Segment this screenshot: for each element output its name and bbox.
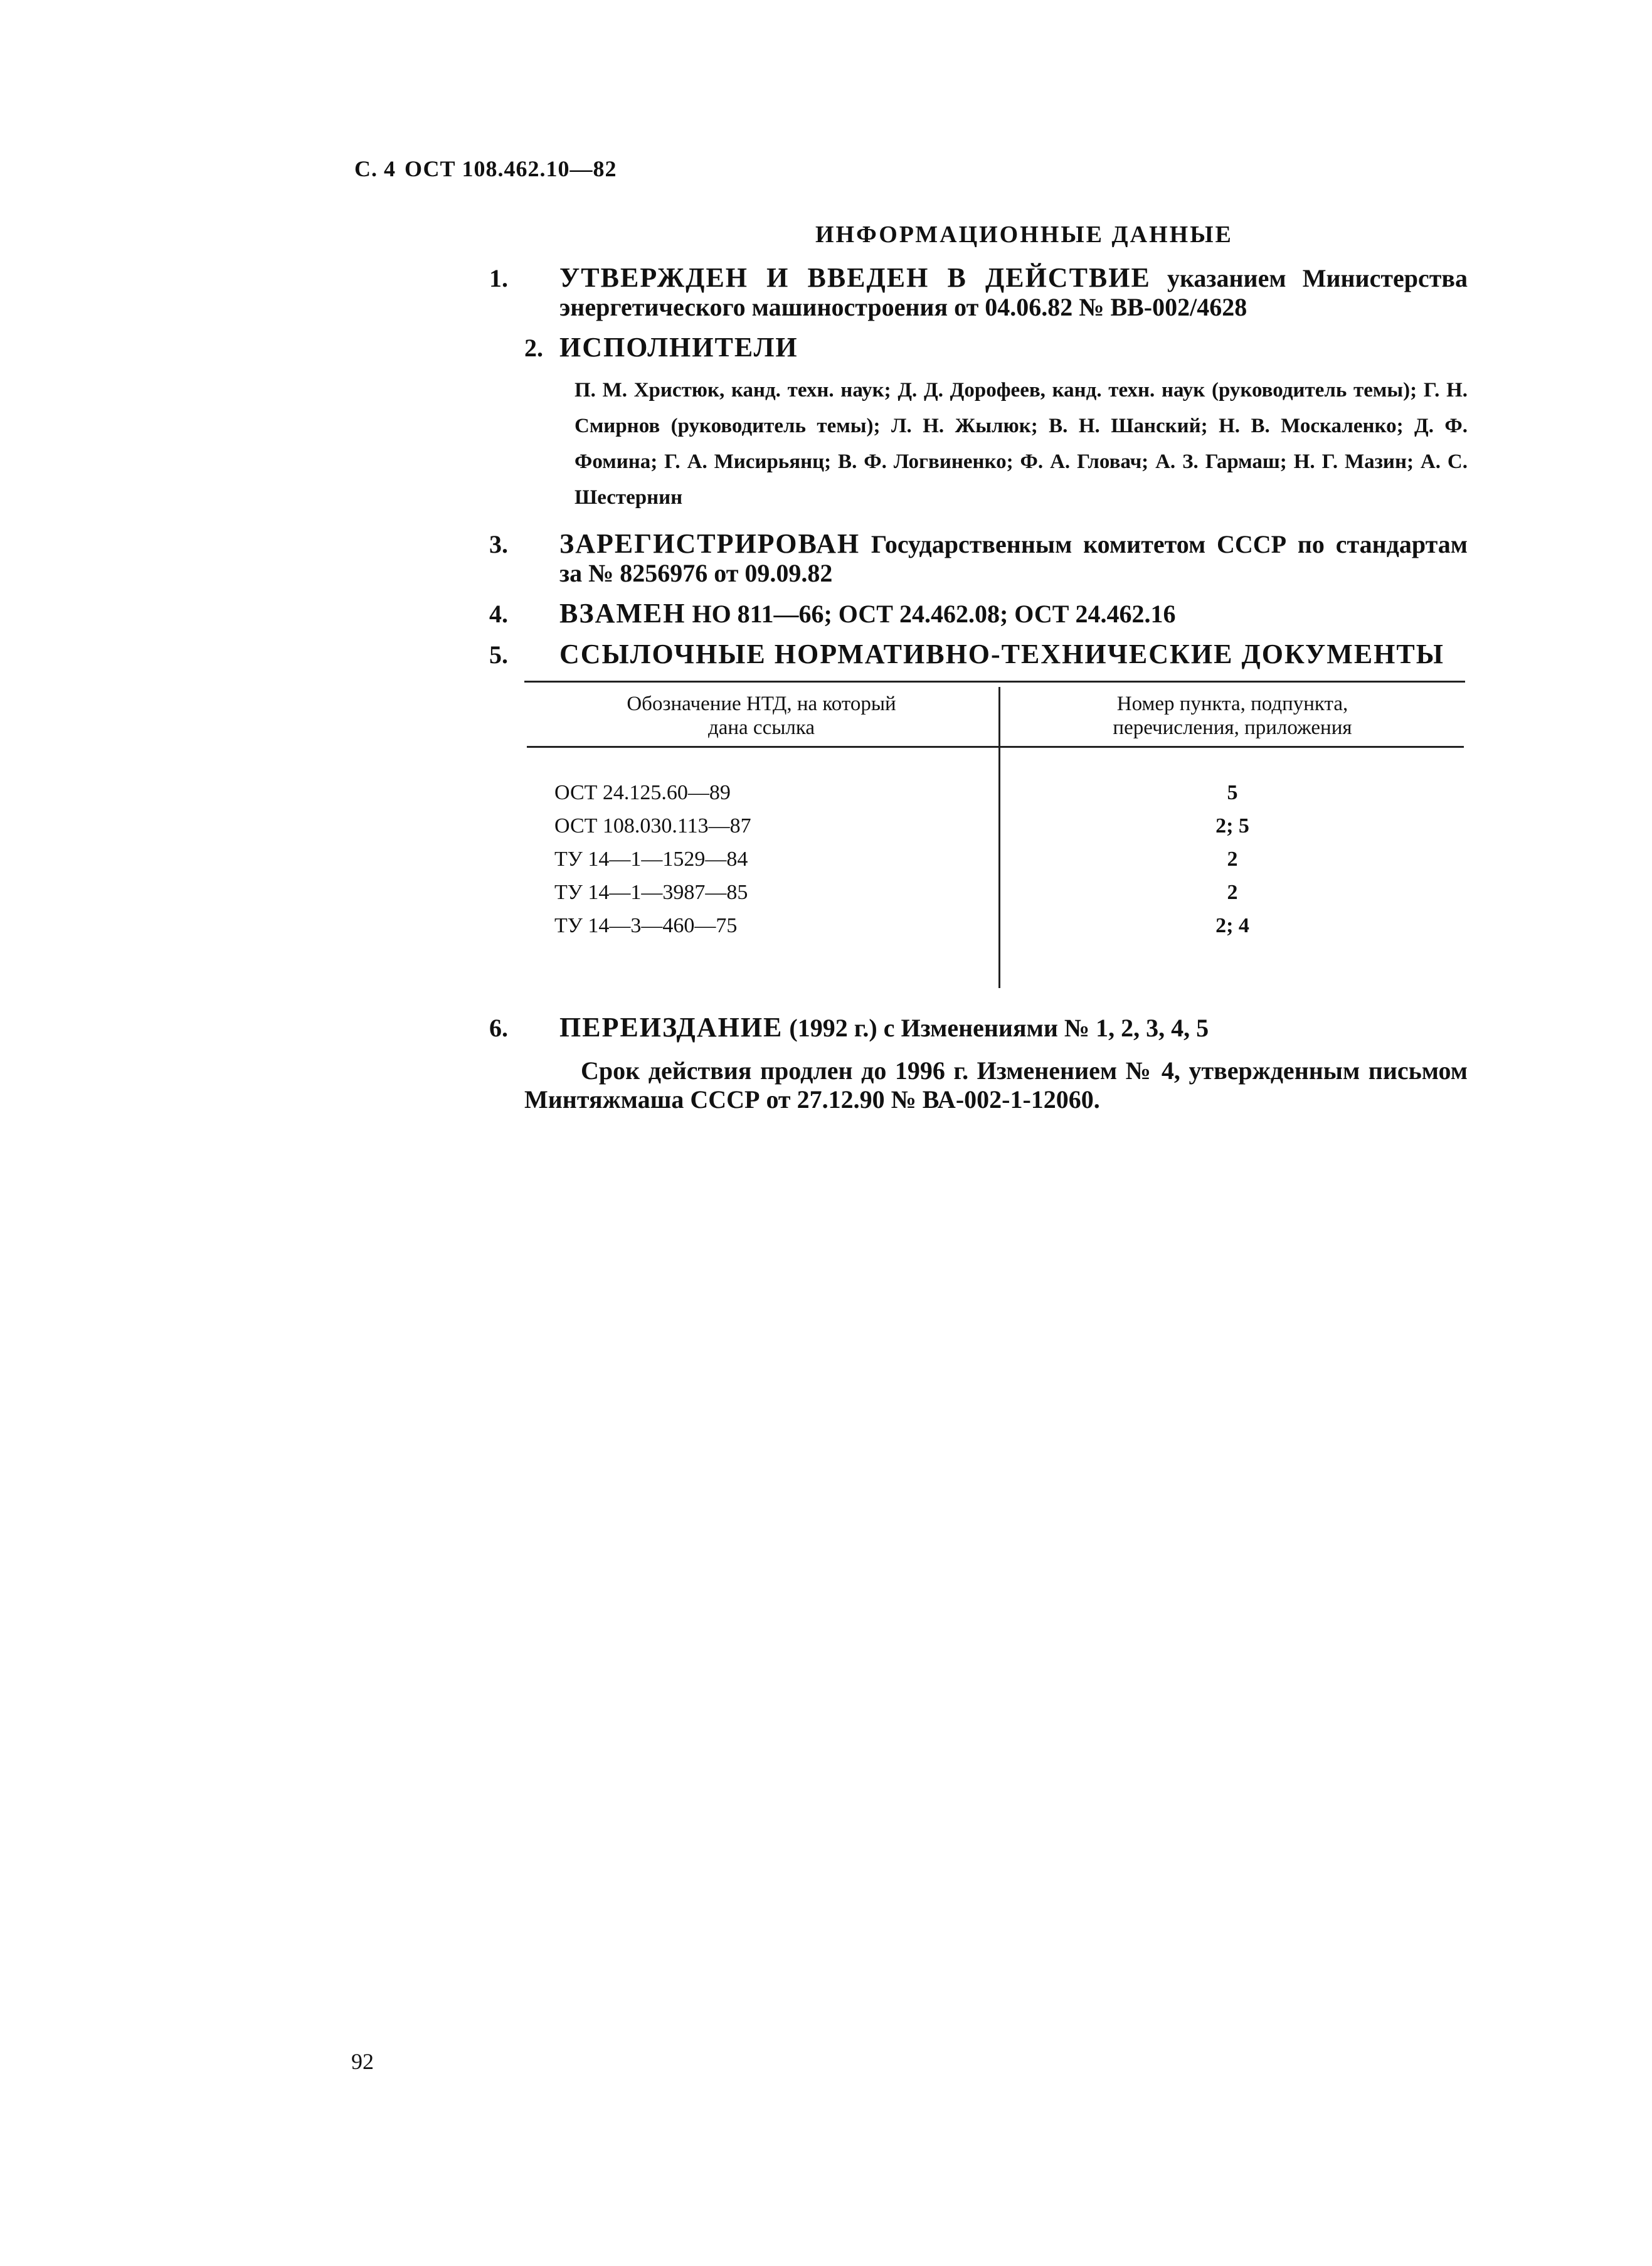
- header-line: Номер пункта, подпункта,: [1116, 693, 1348, 715]
- validity-paragraph: Срок действия продлен до 1996 г. Изменением № 4, утвержденным письмом Минтяжмаша СССР от 27.12.90 № ВА-002-1-12060.: [524, 1056, 1468, 1114]
- row-document: ТУ 14—3—460—75: [554, 914, 738, 937]
- page-label: С. 4: [354, 156, 396, 181]
- item-text: указанием Министерства энергетического машиностроения от 04.06.82 № ВВ-002/4628: [559, 264, 1468, 321]
- item-number: 5.: [489, 641, 508, 669]
- header-line: перечисления, приложения: [1113, 716, 1352, 739]
- item-number: 2.: [524, 334, 543, 362]
- item-reissue: [489, 1012, 1468, 1043]
- row-reference: 2; 5: [1215, 814, 1249, 838]
- table-row: [524, 814, 1465, 848]
- row-reference: 2: [1227, 848, 1238, 871]
- item-number: 6.: [489, 1014, 508, 1042]
- row-reference: 5: [1227, 781, 1238, 804]
- table-row: [524, 848, 1465, 881]
- row-document: ТУ 14—1—1529—84: [554, 848, 748, 871]
- item-references: [489, 639, 1468, 669]
- document-code: ОСТ 108.462.10—82: [405, 156, 617, 181]
- table-body: [524, 781, 1465, 947]
- item-executors: [524, 333, 1468, 516]
- item-number: 3.: [489, 530, 508, 558]
- item-replaced: [489, 598, 1468, 629]
- item-heading: УТВЕРЖДЕН И ВВЕДЕН В ДЕЙСТВИЕ: [559, 262, 1151, 293]
- item-heading: ВЗАМЕН: [559, 598, 686, 629]
- table-row: [524, 881, 1465, 914]
- info-content: [489, 262, 1468, 1114]
- header-line: дана ссылка: [707, 716, 815, 739]
- authors-list: П. М. Христюк, канд. техн. наук; Д. Д. Дорофеев, канд. техн. наук (руководитель темы); Г. Н. Смирнов (руководитель темы); Л. Н. Жылюк; В. Н. Шанский; Н. В. Москаленко; Д. Ф. Фомина; Г. А. Мисирьянц; В. Ф. Логвиненко; Ф. А. Гловач; А. З. Гармаш; Н. Г. Мазин; А. С. Шестернин: [574, 379, 1468, 509]
- page-header: [354, 156, 625, 182]
- table-row: [524, 781, 1465, 814]
- row-reference: 2; 4: [1215, 914, 1249, 937]
- item-text: (1992 г.) с Изменениями № 1, 2, 3, 4, 5: [783, 1014, 1209, 1042]
- table-row: [524, 914, 1465, 947]
- item-heading: ИСПОЛНИТЕЛИ: [559, 332, 798, 363]
- item-heading: ЗАРЕГИСТРИРОВАН: [559, 528, 860, 559]
- section-title: ИНФОРМАЦИОННЫЕ ДАННЫЕ: [815, 221, 1233, 248]
- item-number: 4.: [489, 600, 508, 628]
- header-clause-number: [1000, 692, 1464, 740]
- row-reference: 2: [1227, 881, 1238, 904]
- table-header-rule: [527, 746, 1464, 748]
- item-registered: [489, 528, 1468, 588]
- row-document: ОСТ 108.030.113—87: [554, 814, 751, 838]
- item-text: НО 811—66; ОСТ 24.462.08; ОСТ 24.462.16: [686, 600, 1176, 628]
- references-table: [524, 681, 1465, 994]
- item-approved: [489, 262, 1468, 322]
- table-top-rule: [524, 681, 1465, 683]
- item-heading: ССЫЛОЧНЫЕ НОРМАТИВНО-ТЕХНИЧЕСКИЕ ДОКУМЕНТЫ: [559, 639, 1444, 669]
- item-heading: ПЕРЕИЗДАНИЕ: [559, 1012, 783, 1043]
- item-number: 1.: [489, 264, 508, 292]
- page-number: 92: [351, 2049, 374, 2074]
- item-text: Государственным комитетом СССР по стандартам за № 8256976 от 09.09.82: [559, 530, 1468, 587]
- header-line: Обозначение НТД, на который: [627, 693, 896, 715]
- row-document: ОСТ 24.125.60—89: [554, 781, 731, 804]
- header-ntd-designation: [524, 692, 998, 740]
- row-document: ТУ 14—1—3987—85: [554, 881, 748, 904]
